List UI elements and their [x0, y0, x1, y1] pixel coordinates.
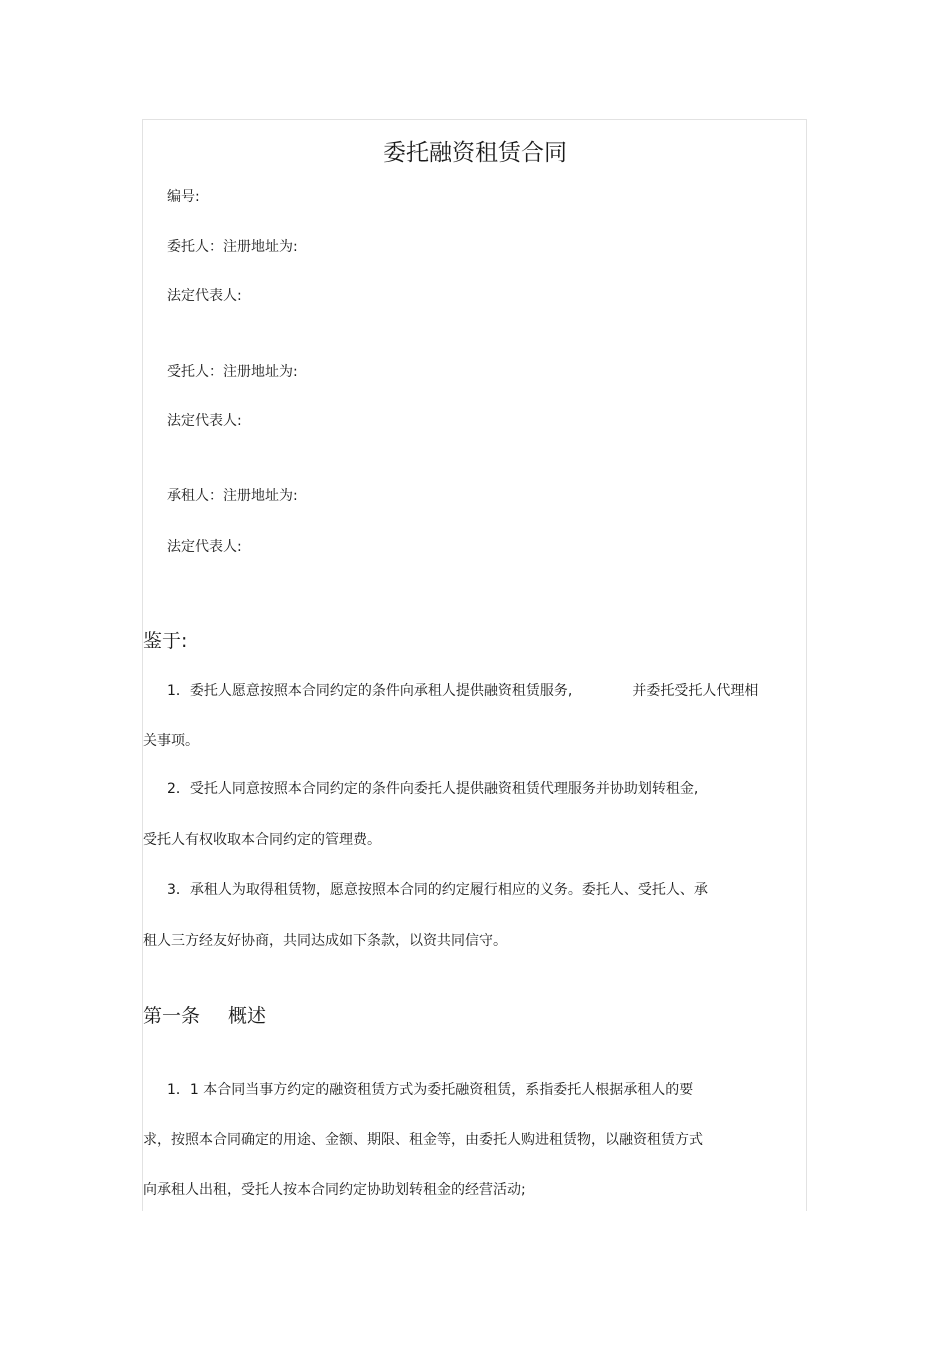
- clause-1-1-line-1: 1．1 本合同当事方约定的融资租赁方式为委托融资租赁，系指委托人根据承租人的要: [167, 1082, 694, 1098]
- page-frame: [142, 119, 807, 1211]
- whereas-item-1-continuation: 关事项。: [143, 733, 199, 749]
- lessee-address-label: 承租人：注册地址为:: [167, 488, 298, 504]
- lessee-representative-label: 法定代表人:: [167, 539, 242, 555]
- trustee-representative-label: 法定代表人:: [167, 413, 242, 429]
- clause-1-1-line-3: 向承租人出租，受托人按本合同约定协助划转租金的经营活动;: [143, 1182, 526, 1198]
- article-1-name: 概述: [228, 1005, 267, 1027]
- trustor-address-label: 委托人：注册地址为:: [167, 239, 298, 255]
- whereas-item-1-part-1: 1．委托人愿意按照本合同约定的条件向承租人提供融资租赁服务,: [167, 683, 573, 699]
- whereas-heading: 鉴于:: [143, 630, 188, 652]
- whereas-item-3-continuation: 租人三方经友好协商，共同达成如下条款，以资共同信守。: [143, 933, 507, 949]
- whereas-item-1-line-1: [167, 684, 758, 698]
- whereas-item-1-part-2: 并委托受托人代理相: [632, 683, 759, 699]
- article-1-heading: [143, 1007, 266, 1026]
- whereas-item-2-continuation: 受托人有权收取本合同约定的管理费。: [143, 832, 381, 848]
- contract-number-label: 编号:: [167, 189, 200, 205]
- document-title: 委托融资租赁合同: [383, 140, 567, 166]
- whereas-item-2-line-1: 2．受托人同意按照本合同约定的条件向委托人提供融资租赁代理服务并协助划转租金,: [167, 781, 699, 797]
- clause-1-1-line-2: 求，按照本合同确定的用途、金额、期限、租金等，由委托人购进租赁物，以融资租赁方式: [143, 1132, 703, 1148]
- whereas-item-3-line-1: 3．承租人为取得租赁物，愿意按照本合同的约定履行相应的义务。委托人、受托人、承: [167, 882, 708, 898]
- trustor-representative-label: 法定代表人:: [167, 288, 242, 304]
- article-1-number: 第一条: [143, 1005, 201, 1027]
- trustee-address-label: 受托人：注册地址为:: [167, 364, 298, 380]
